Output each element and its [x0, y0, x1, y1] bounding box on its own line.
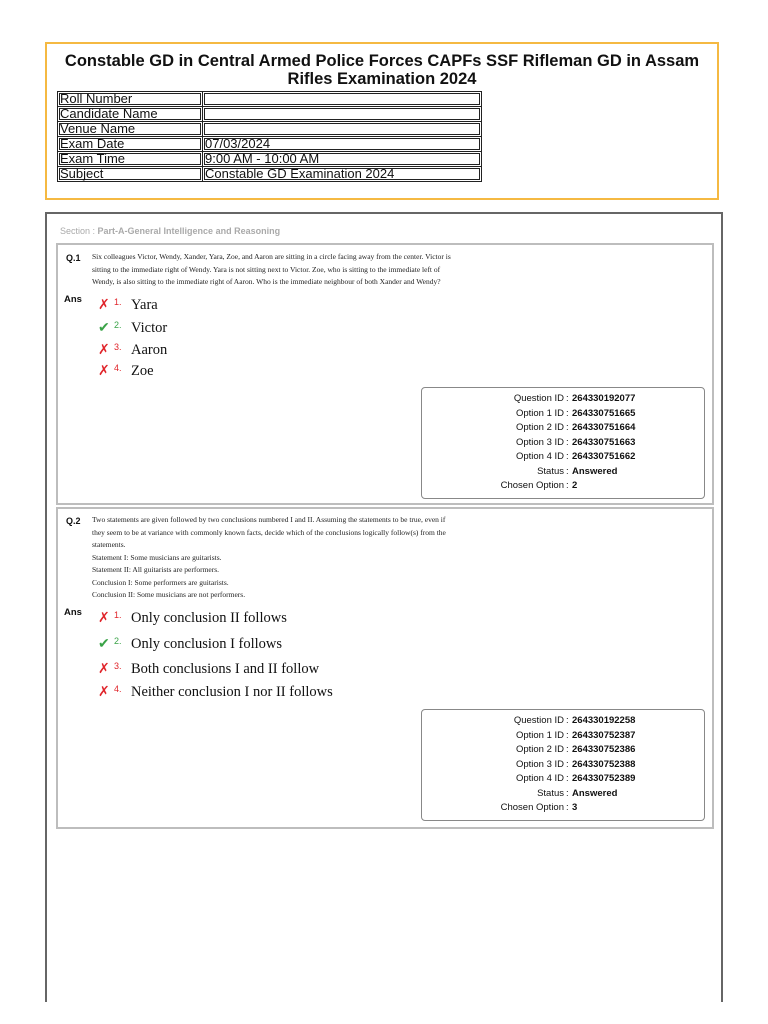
exam-title-line-1: Constable GD in Central Armed Police Forces CAPFs SSF Rifleman GD in Assam — [64, 52, 700, 70]
option-text: Both conclusions I and II follow — [131, 661, 320, 677]
option-number: 2. — [114, 636, 122, 646]
exam-title — [53, 52, 711, 88]
meta-row: Status : Answered — [537, 787, 618, 799]
roll-number-label: Roll Number — [58, 92, 203, 107]
meta-key: Option 1 ID — [515, 729, 564, 741]
cross-mark-icon: ✗ — [98, 296, 110, 312]
table-row — [58, 122, 482, 137]
meta-value: 264330752389 — [572, 773, 636, 784]
meta-row: Option 4 ID : 264330751662 — [515, 451, 636, 462]
meta-value: Answered — [572, 787, 618, 799]
meta-row: Chosen Option : 2 — [500, 480, 578, 491]
section-name: Part-A-General Intelligence and Reasoning — [97, 226, 281, 236]
meta-row: Status : Answered — [537, 465, 618, 477]
table-row — [58, 152, 482, 167]
option-number: 4. — [114, 363, 122, 373]
option-text: Yara — [131, 297, 158, 313]
meta-row: Option 2 ID : 264330751664 — [515, 422, 636, 433]
meta-row: Question ID : 264330192258 — [513, 715, 636, 726]
meta-row: Option 2 ID : 264330752386 — [515, 744, 636, 755]
meta-key: Option 3 ID — [515, 436, 564, 448]
question-text — [92, 251, 542, 289]
section-prefix: Section : — [60, 226, 98, 236]
meta-value: 264330751662 — [572, 451, 636, 462]
roll-number-value — [203, 92, 482, 107]
meta-row: Option 3 ID : 264330751663 — [515, 436, 636, 448]
option-number: 1. — [114, 610, 122, 620]
meta-key: Question ID — [513, 715, 564, 726]
question-text-line: Statement I: Some musicians are guitarists. — [92, 552, 222, 562]
candidate-info-table — [57, 91, 482, 182]
option-text: Zoe — [131, 363, 154, 379]
check-mark-icon: ✔ — [98, 635, 110, 651]
check-mark-icon: ✔ — [98, 319, 110, 335]
meta-key: Status — [537, 787, 564, 799]
response-sheet — [45, 212, 723, 1002]
question-text — [92, 514, 542, 602]
subject-label: Subject — [58, 167, 203, 182]
cross-mark-icon: ✗ — [98, 362, 110, 378]
meta-row: Chosen Option : 3 — [500, 802, 578, 813]
table-row — [58, 107, 482, 122]
meta-key: Option 4 ID — [515, 451, 564, 462]
cross-mark-icon: ✗ — [98, 341, 110, 357]
question-number: Q.1 — [66, 253, 81, 263]
meta-value: 2 — [572, 480, 578, 491]
option-text: Only conclusion II follows — [131, 610, 287, 626]
cross-mark-icon: ✗ — [98, 609, 110, 625]
meta-row: Option 1 ID : 264330752387 — [515, 729, 636, 741]
question-meta-box — [421, 387, 705, 499]
option-text: Victor — [131, 320, 168, 336]
question-text-line: Statement II: All guitarists are performers. — [92, 565, 220, 574]
question-card-1 — [56, 243, 714, 505]
answer-label: Ans — [64, 294, 82, 305]
meta-value: 264330752386 — [572, 744, 636, 755]
exam-time-label: Exam Time — [58, 152, 203, 167]
meta-row: Option 1 ID : 264330751665 — [515, 407, 636, 419]
section-title — [60, 226, 280, 236]
meta-key: Option 3 ID — [515, 758, 564, 770]
question-text-line: Conclusion I: Some performers are guitarists. — [92, 577, 229, 587]
candidate-name-label: Candidate Name — [58, 107, 203, 122]
meta-value: 264330192077 — [572, 393, 636, 404]
question-meta-box — [421, 709, 705, 821]
meta-key: Chosen Option — [500, 802, 564, 813]
meta-value: 264330751663 — [572, 436, 636, 448]
question-text-line: Conclusion II: Some musicians are not performers. — [92, 590, 246, 599]
exam-date-label: Exam Date — [58, 137, 203, 152]
exam-title-line-2: Rifles Examination 2024 — [287, 70, 477, 88]
question-text-line: statements. — [92, 540, 126, 549]
meta-row: Question ID : 264330192077 — [513, 393, 636, 404]
answer-label: Ans — [64, 607, 82, 618]
exam-date-value: 07/03/2024 — [203, 137, 482, 152]
table-row — [58, 92, 482, 107]
option-text: Only conclusion I follows — [131, 636, 283, 652]
meta-value: 264330192258 — [572, 715, 636, 726]
meta-value: 3 — [572, 802, 578, 813]
meta-value: 264330751664 — [572, 422, 636, 433]
meta-value: 264330752388 — [572, 758, 636, 770]
meta-row: Option 4 ID : 264330752389 — [515, 773, 636, 784]
question-number: Q.2 — [66, 516, 81, 526]
meta-key: Option 2 ID — [515, 744, 564, 755]
subject-value: Constable GD Examination 2024 — [203, 167, 482, 182]
meta-key: Option 1 ID — [515, 407, 564, 419]
option-number: 1. — [114, 297, 122, 307]
question-text-line: Two statements are given followed by two conclusions numbered I and II. Assuming the statements to be true, even if — [92, 515, 446, 524]
meta-value: Answered — [572, 465, 618, 477]
option-number: 2. — [114, 320, 122, 330]
question-text-line: Wendy, is also sitting to the immediate right of Aaron. Who is the immediate neighbour of both Xander and Wendy? — [92, 277, 441, 286]
meta-value: 264330751665 — [572, 407, 636, 419]
table-row — [58, 167, 482, 182]
meta-row: Option 3 ID : 264330752388 — [515, 758, 636, 770]
cross-mark-icon: ✗ — [98, 683, 110, 699]
question-card-2 — [56, 507, 714, 829]
exam-header — [45, 42, 719, 200]
question-text-line: Six colleagues Victor, Wendy, Xander, Yara, Zoe, and Aaron are sitting in a circle facing away from the center. Victor is — [92, 252, 451, 261]
table-row — [58, 137, 482, 152]
candidate-name-value — [203, 107, 482, 122]
meta-key: Option 4 ID — [515, 773, 564, 784]
question-text-line: they seem to be at variance with commonly known facts, decide which of the conclusions logically follow(s) from the — [92, 527, 446, 537]
venue-name-value — [203, 122, 482, 137]
option-number: 3. — [114, 342, 122, 352]
meta-key: Chosen Option — [500, 480, 564, 491]
meta-value: 264330752387 — [572, 729, 636, 741]
option-number: 3. — [114, 661, 122, 671]
option-text: Neither conclusion I nor II follows — [131, 684, 333, 700]
meta-key: Question ID — [513, 393, 564, 404]
cross-mark-icon: ✗ — [98, 660, 110, 676]
option-text: Aaron — [131, 342, 168, 358]
meta-key: Option 2 ID — [515, 422, 564, 433]
meta-key: Status — [537, 465, 564, 477]
venue-name-label: Venue Name — [58, 122, 203, 137]
option-number: 4. — [114, 684, 122, 694]
question-text-line: sitting to the immediate right of Wendy. Yara is not sitting next to Victor. Zoe, who is sitting to the immediate left of — [92, 264, 441, 274]
exam-time-value: 9:00 AM - 10:00 AM — [203, 152, 482, 167]
